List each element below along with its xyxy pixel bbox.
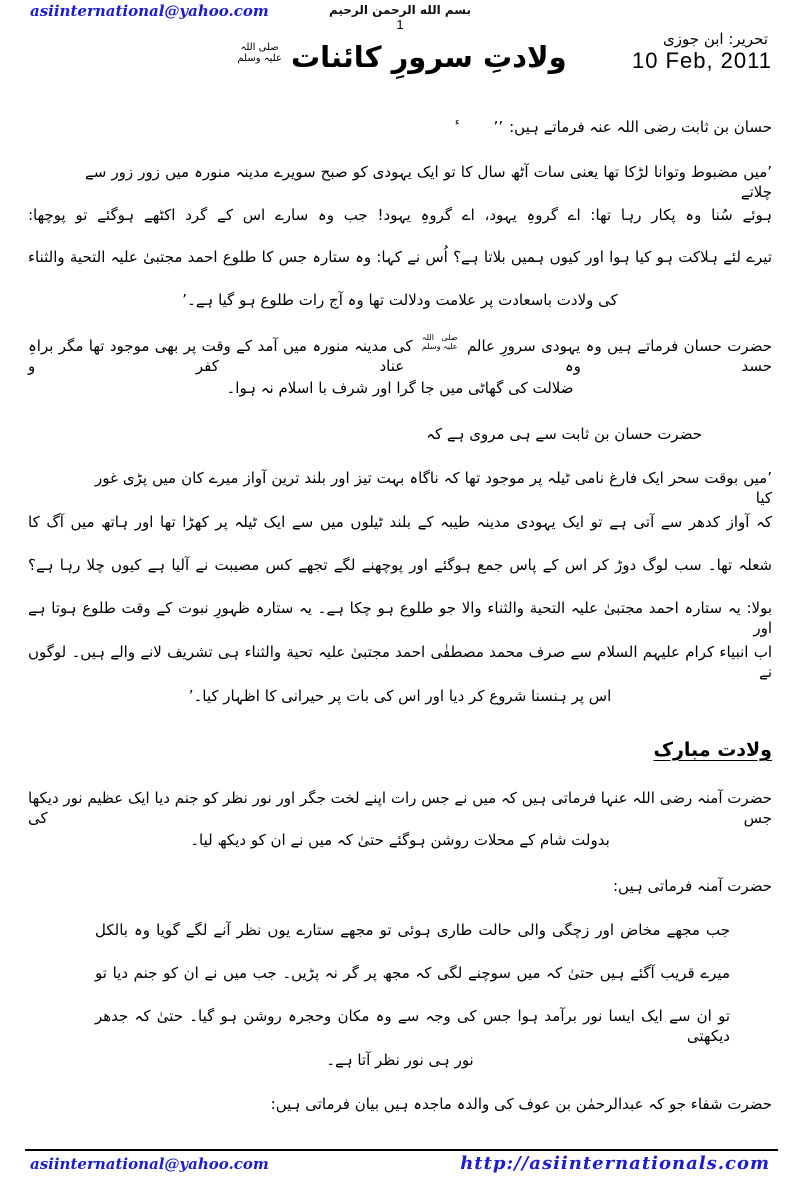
stray-pen-mark: ء <box>454 117 460 128</box>
body-line: حضرت حسان بن ثابت سے ہی مروی ہے کہ <box>426 425 702 443</box>
body-line: حضرت آمنہ رضی اللہ عنہا فرماتی ہیں کہ میں نے جس رات اپنے لخت جگر اور نور نظر کو جنم دیا ایک عظیم نور دیکھا جس کی <box>28 789 772 828</box>
opening-quote-mark: ’’ <box>493 118 504 136</box>
body-line: بولا: یہ ستارہ احمد مجتبیٰ علیہ التحیة والثناء والا جو طلوع ہو چکا ہے۔ یہ ستارہ ظہورِ نبوت کے وقت طلوع ہوتا ہے اور <box>28 599 772 638</box>
body-line: بدولت شام کے محلات روشن ہوگئے حتیٰ کہ میں نے ان کو دیکھ لیا۔ <box>190 831 610 849</box>
body-line: ’میں بوقت سحر ایک فارغ نامی ٹیلہ پر موجود تھا کہ ناگاہ بہت تیز اور بلند ترین آواز میرے کان میں پڑی غور کیا <box>95 469 772 508</box>
body-line: ضلالت کی گھاٹی میں جا گرا اور شرف با اسلام نہ ہوا۔ <box>226 379 574 397</box>
body-line <box>28 334 772 376</box>
section-heading-wiladat-mubarak: ولادت مبارک <box>653 739 772 761</box>
body-line: ’میں مضبوط وتوانا لڑکا تھا یعنی سات آٹھ سال کا تو ایک یہودی کو صبح سویرے مدینہ منورہ میں زور زور سے چلاتے <box>85 163 772 202</box>
footer-website-link[interactable]: http://asiinternationals.com <box>460 1153 770 1174</box>
body-text-segment: حضرت حسان فرماتے ہیں وہ یہودی سرورِ عالم <box>466 336 772 355</box>
shifa-narration-intro: حضرت شفاء جو کہ عبدالرحمٰن بن عوف کی والدہ ماجدہ ہیں بیان فرماتی ہیں: <box>270 1095 772 1113</box>
body-line: تو ان سے ایک ایسا نور برآمد ہوا جس کی وجہ سے وہ مکان وحجرہ روشن ہو گیا۔ حتیٰ کہ جدھر دیکھتی <box>95 1007 730 1046</box>
title-text: ولادتِ سرورِ کائنات <box>290 40 567 74</box>
hadith-narrator-line <box>28 116 772 137</box>
body-line: شعلہ تھا۔ سب لوگ دوڑ کر اس کے پاس جمع ہوگئے اور پوچھنے لگے تجھے کس مصیبت نے آلیا ہے کیوں چلا رہا ہے؟ <box>28 556 772 574</box>
page-number: 1 <box>396 17 404 32</box>
document-title <box>0 40 800 74</box>
body-line: اب انبیاء کرام علیہم السلام سے صرف محمد مصطفٰی احمد مجتبیٰ علیہ تحیة والثناء ہی تشریف لانے والے ہیں۔ لوگوں نے <box>28 643 772 682</box>
body-line: جب مجھے مخاض اور زچگی والی حالت طاری ہوئی تو مجھے ستارے یوں نظر آنے لگے گویا وہ بالکل <box>95 921 730 939</box>
body-line: اس پر ہنسنا شروع کر دیا اور اس کی بات پر حیرانی کا اظہار کیا۔’ <box>188 687 612 705</box>
author-line: تحریر: ابن جوزی <box>663 30 768 48</box>
body-line: تیرے لئے ہلاکت ہو کیا ہوا اور کیوں ہمیں بلاتا ہے؟ اُس نے کہا: وہ ستارہ جس کا طلوع احمد مجتبیٰ علیہ التحیة والثناء <box>28 248 772 266</box>
footer-divider <box>25 1149 778 1151</box>
body-line: میرے قریب آگئے ہیں حتیٰ کہ میں سوچنے لگی کہ مجھ پر گر نہ پڑیں۔ جب میں نے ان کو جنم دیا تو <box>95 964 730 982</box>
salallahu-alayhi-wasallam-emblem: صلی اللہ علیہ وسلم <box>237 41 282 64</box>
header-email-link[interactable]: asiinternational@yahoo.com <box>30 2 269 20</box>
body-line: ہوئے سُنا وہ پکار رہا تھا: اے گروہِ یہود، اے گروہِ یہود! جب وہ سارے اس کے گرد اکٹھے ہوگئے تو پوچھا: <box>28 206 772 224</box>
footer-email-link[interactable]: asiinternational@yahoo.com <box>30 1155 269 1173</box>
narrator-text: حسان بن ثابت رضی اللہ عنہ فرماتے ہیں: <box>509 118 772 136</box>
body-line: نور ہی نور نظر آتا ہے۔ <box>326 1051 474 1069</box>
body-line: کہ آواز کدھر سے آتی ہے تو ایک یہودی مدینہ طیبہ کے بلند ٹیلوں میں سے ایک ٹیلہ پر کھڑا تھا اور ہاتھ میں آگ کا <box>28 513 772 531</box>
salallahu-alayhi-wasallam-emblem: صلی اللہ علیہ وسلم <box>421 333 458 351</box>
bismillah-text: بسم الله الرحمن الرحيم <box>328 3 472 17</box>
amina-narration-intro: حضرت آمنہ فرماتی ہیں: <box>612 877 772 895</box>
date-text: 10 Feb, 2011 <box>631 48 772 73</box>
body-line: کی ولادت باسعادت پر علامت ودلالت تھا وہ آج رات طلوع ہو گیا ہے۔’ <box>182 291 618 309</box>
body-text-segment: کی مدینہ منورہ میں آمد کے وقت پر بھی موجود تھا مگر براہِ حسد وہ عناد کفر و <box>28 336 772 376</box>
